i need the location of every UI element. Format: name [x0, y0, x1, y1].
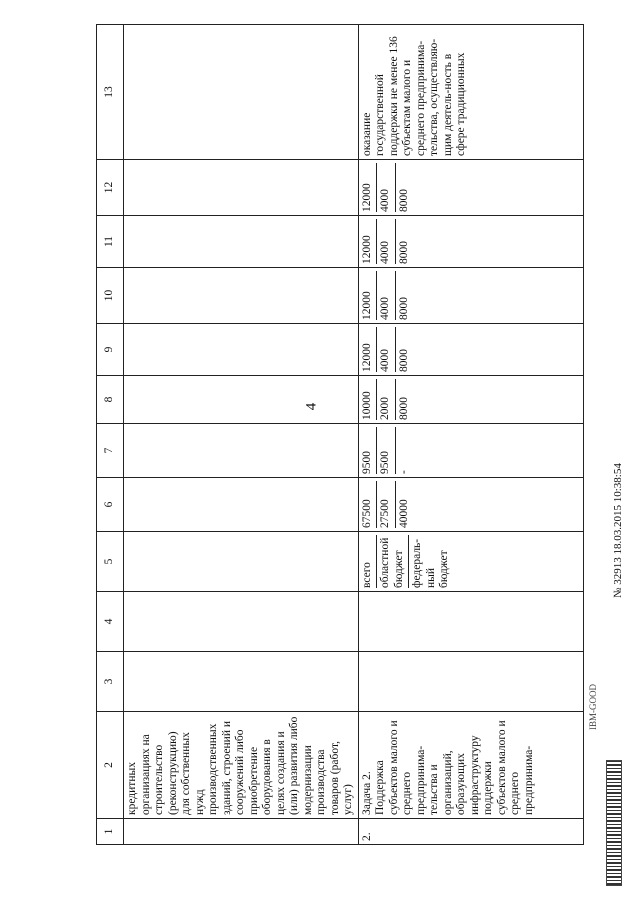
empty-cell — [124, 25, 359, 160]
stamp-text: IBM-GOOD — [588, 684, 598, 730]
barcode-icon — [606, 760, 622, 886]
value: 67500 — [361, 481, 378, 528]
value: 10000 — [361, 379, 378, 420]
value: 8000 — [397, 349, 410, 372]
value: 4000 — [379, 327, 396, 372]
header-cell: 1 — [97, 819, 124, 845]
empty-cell — [124, 376, 359, 424]
value-cell — [358, 376, 584, 424]
value: 4000 — [379, 219, 396, 264]
value: 8000 — [397, 189, 410, 212]
activity-cell: Задача 2. Поддержка субъектов малого и среднего предпринима-тельства и организаций, образующих инфраструктуру поддержки субъектов малого и среднего предпринима- — [358, 712, 584, 819]
header-cell: 5 — [97, 532, 124, 592]
header-cell: 7 — [97, 424, 124, 478]
table-row — [358, 25, 584, 845]
value: 40000 — [397, 499, 410, 528]
value: 12000 — [361, 271, 378, 320]
value: 8000 — [397, 297, 410, 320]
registration-footer — [612, 463, 624, 598]
program-table — [96, 24, 584, 845]
value: 2000 — [379, 379, 396, 420]
value-cell — [358, 216, 584, 268]
header-cell: 3 — [97, 652, 124, 712]
empty-cell — [124, 216, 359, 268]
registration-datetime: 18.03.2015 10:38:54 — [612, 463, 624, 555]
value-cell — [358, 424, 584, 478]
value: 8000 — [397, 241, 410, 264]
value: 9500 — [379, 427, 396, 474]
row-number-cell — [124, 819, 359, 845]
source-label: федераль-ный бюджет — [411, 538, 450, 588]
empty-cell — [124, 652, 359, 712]
header-cell: 9 — [97, 324, 124, 376]
empty-cell — [124, 592, 359, 652]
value-cell — [358, 160, 584, 216]
funding-source-cell — [358, 532, 584, 592]
header-cell: 2 — [97, 712, 124, 819]
value: 4000 — [379, 271, 396, 320]
result-cell: оказание государственной поддержки не менее 136 субъектам малого и среднего предпринима-тельства, осуществляю-щим деятель-ность в сфере традиционных — [358, 25, 584, 160]
source-label: всего — [361, 535, 378, 588]
header-cell: 4 — [97, 592, 124, 652]
program-table-sheet — [96, 25, 584, 845]
header-cell: 8 — [97, 376, 124, 424]
header-cell: 6 — [97, 478, 124, 532]
empty-cell — [124, 532, 359, 592]
row-number-cell: 2. — [358, 819, 584, 845]
header-row — [97, 25, 124, 845]
empty-cell — [358, 652, 584, 712]
empty-cell — [124, 478, 359, 532]
header-cell: 11 — [97, 216, 124, 268]
source-label: областной бюджет — [379, 535, 409, 588]
value: 27500 — [379, 481, 396, 528]
value-cell — [358, 268, 584, 324]
header-cell: 13 — [97, 25, 124, 160]
empty-cell — [124, 324, 359, 376]
value: 12000 — [361, 327, 378, 372]
value: 12000 — [361, 219, 378, 264]
registration-number: № 32913 — [612, 557, 624, 598]
empty-cell — [124, 160, 359, 216]
value-cell — [358, 478, 584, 532]
value: 8000 — [397, 397, 410, 420]
table-row — [124, 25, 359, 845]
value: 4000 — [379, 163, 396, 212]
value: 9500 — [361, 427, 378, 474]
empty-cell — [124, 424, 359, 478]
value: 12000 — [361, 163, 378, 212]
value-cell — [358, 324, 584, 376]
header-cell: 10 — [97, 268, 124, 324]
header-cell: 12 — [97, 160, 124, 216]
empty-cell — [358, 592, 584, 652]
page-number: 4 — [303, 402, 320, 411]
empty-cell — [124, 268, 359, 324]
activity-cell: кредитных организациях на строительство (реконструкцию) для собственных нужд производственных зданий, строений и сооружений либо приобретение оборудования в целях создания и (или) развития либо модернизации производства товаров (работ, услуг) — [124, 712, 359, 819]
value: - — [397, 470, 410, 474]
